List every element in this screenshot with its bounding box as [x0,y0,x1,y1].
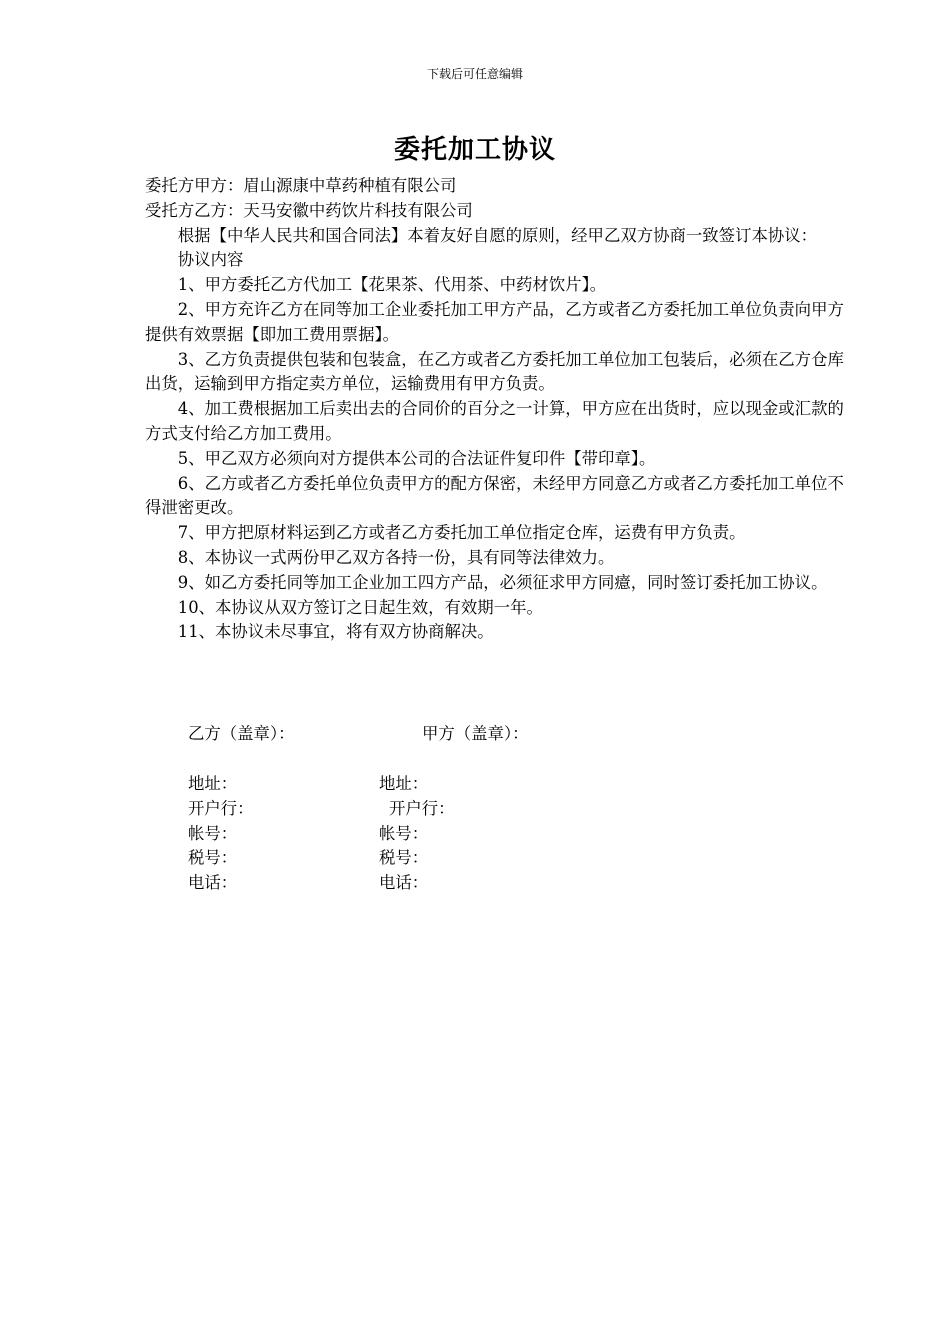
client-party: 委托方甲方：眉山源康中草药种植有限公司 [145,176,457,195]
clause-3: 3、乙方负责提供包装和包装盒，在乙方或者乙方委托加工单位加工包装后，必须在乙方仓库出货，运输到甲方指定卖方单位，运输费用有甲方负责。 [145,349,844,394]
left-bank-label: 开户行： [188,798,254,818]
clause-8: 8、本协议一式两份甲乙双方各持一份，具有同等法律效力。 [177,547,615,567]
clause-11: 11、本协议未尽事宜，将有双方协商解决。 [177,622,494,642]
clause-9: 9、如乙方委托同等加工企业加工四方产品，必须征求甲方同癔，同时签订委托加工协议。 [177,572,828,592]
right-address-label: 地址： [379,774,429,793]
right-phone-label: 电话： [379,873,429,893]
preamble: 根据【中华人民共和国合同法】本着友好自愿的原则，经甲乙双方协商一致签订本协议： [177,225,818,245]
right-bank-label: 开户行： [389,798,455,818]
page-header: 下载后可任意编辑 [426,67,523,81]
clause-6: 6、乙方或者乙方委托单位负责甲方的配方保密，未经甲方同意乙方或者乙方委托加工单位不得泄密更改。 [145,473,844,518]
party-b-seal: 乙方（盖章）： [188,724,295,743]
clause-5: 5、甲乙双方必须向对方提供本公司的合法证件复印件【带印章】。 [177,448,656,468]
section-heading: 协议内容 [177,250,244,270]
left-address-label: 地址： [188,774,238,793]
right-account-label: 帐号： [379,823,429,843]
party-a-seal: 甲方（盖章）： [422,724,529,743]
right-tax-label: 税号： [379,848,429,868]
clause-7: 7、甲方把原材料运到乙方或者乙方委托加工单位指定仓库，运费有甲方负责。 [177,523,746,543]
document-title: 委托加工协议 [393,135,556,165]
signature-block [188,722,608,747]
left-phone-label: 电话： [188,873,238,893]
clause-10: 10、本协议从双方签订之日起生效，有效期一年。 [177,597,543,617]
document-body [145,174,845,645]
clause-2: 2、甲方充许乙方在同等加工企业委托加工甲方产品，乙方或者乙方委托加工单位负责向甲方提供有效票据【即加工费用票据】。 [145,299,844,344]
clause-1: 1、甲方委托乙方代加工【花果茶、代用茶、中药材饮片】。 [177,275,607,295]
left-account-label: 帐号： [188,823,238,843]
info-fields [188,772,488,896]
clause-4: 4、加工费根据加工后卖出去的合同价的百分之一计算，甲方应在出货时，应以现金或汇款的方式支付给乙方加工费用。 [145,399,844,443]
contractor-party: 受托方乙方：天马安徽中药饮片科技有限公司 [145,200,473,220]
left-tax-label: 税号： [188,848,238,868]
